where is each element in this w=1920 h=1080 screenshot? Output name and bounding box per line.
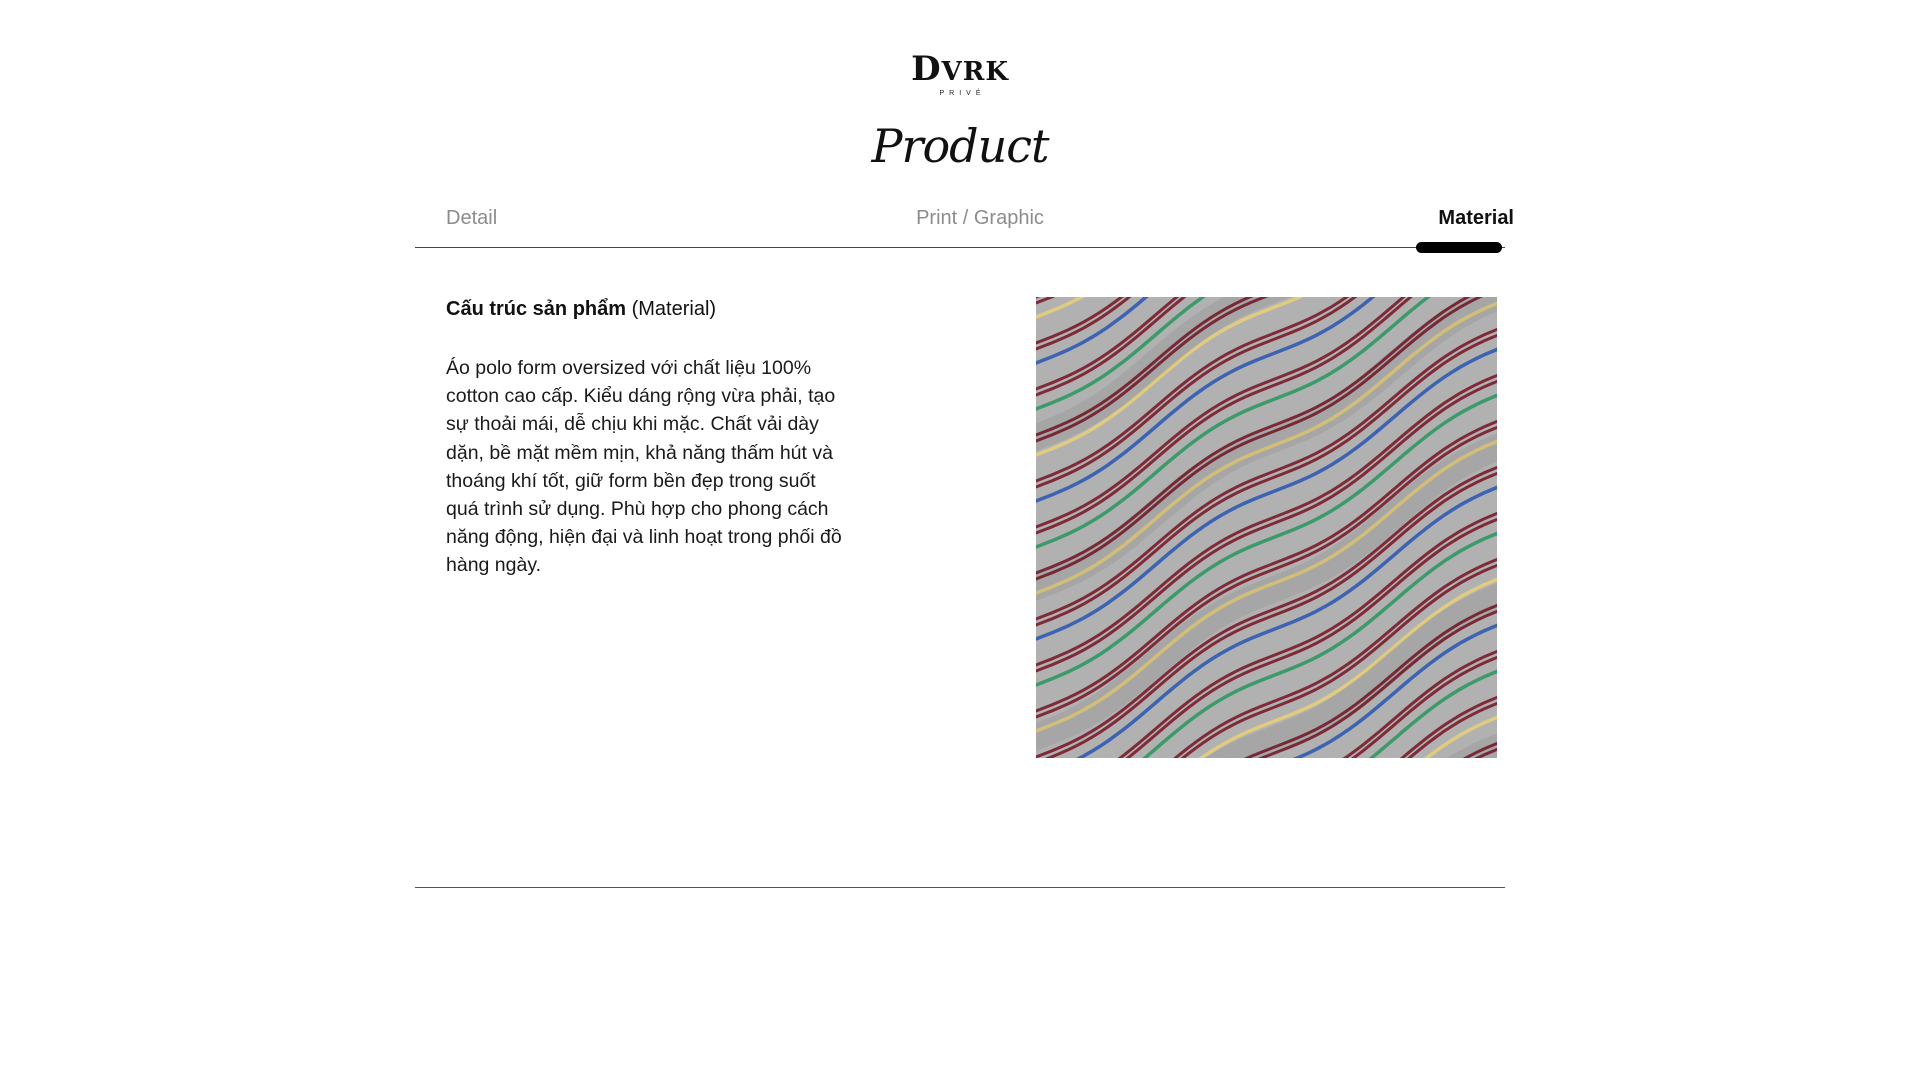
tab-material[interactable]: Material <box>1438 207 1514 229</box>
brand-logo[interactable] <box>0 49 1920 97</box>
material-heading-title: Cấu trúc sản phẩm <box>446 298 627 320</box>
product-tabs <box>446 203 1514 233</box>
logo-subtitle: PRIVÉ <box>939 90 986 97</box>
fabric-texture <box>1036 297 1497 758</box>
page-title: Product <box>871 119 1049 173</box>
bottom-divider <box>415 887 1505 888</box>
tabs-divider <box>415 247 1505 248</box>
material-heading <box>446 294 716 324</box>
tab-detail[interactable]: Detail <box>446 207 498 229</box>
logo-wordmark: DVRK <box>911 49 1009 89</box>
material-heading-suffix: (Material) <box>626 298 717 320</box>
fabric-swatch-graphic <box>1036 297 1497 758</box>
tab-print-graphic[interactable]: Print / Graphic <box>916 207 1044 229</box>
material-description: Áo polo form oversized với chất liệu 100% cotton cao cấp. Kiểu dáng rộng vừa phải, tạo sự thoải mái, dễ chịu khi mặc. Chất vải dày dặn, bề mặt mềm mịn, khả năng thấm hút và thoáng khí tốt, giữ form bền đẹp trong suốt quá trình sử dụng. Phù hợp cho phong cách năng động, hiện đại và linh hoạt trong phối đồ hàng ngày. <box>446 357 842 577</box>
fabric-swatch-image <box>1036 297 1497 758</box>
active-tab-indicator <box>1416 242 1502 253</box>
